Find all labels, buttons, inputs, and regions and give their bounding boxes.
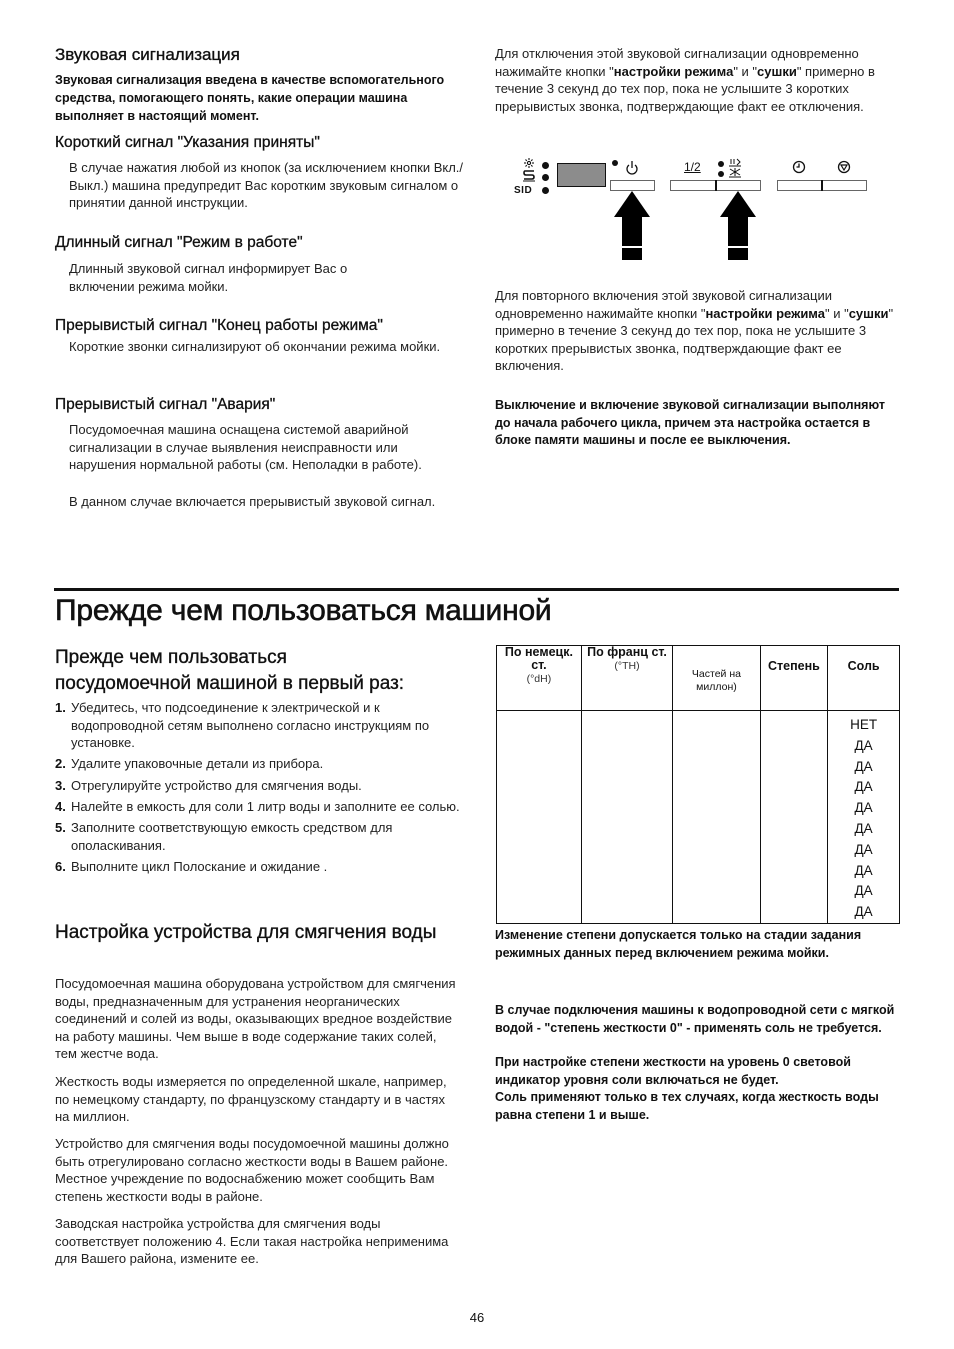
- level-zero-note: При настройке степени жесткости на уровень 0 световой индикатор уровня соли включаться не будет.: [495, 1055, 851, 1087]
- section-divider: [54, 588, 899, 591]
- first-use-heading: Прежде чем пользоваться посудомоечной машиной в первый раз:: [55, 647, 405, 694]
- level-values-cell: [760, 711, 828, 924]
- sound-signal-lead: Звуковая сигнализация введена в качестве вспомогательного средства, помогающего понять, какие операции машина выполняет в настоящий момент.: [55, 73, 445, 123]
- program-key-label: настройки режима: [613, 63, 734, 79]
- control-panel-diagram: [0, 0, 954, 300]
- alarm-signal-body-2: В данном случае включается прерывистый звуковой сигнал.: [69, 494, 436, 509]
- arrow-tail: [728, 248, 748, 260]
- softener-paragraph-1: Посудомоечная машина оборудована устройством для смягчения воды, предназначенным для устранения неорганических соединений и солей из воды, оказывающих вредное воздействие на работу машины. Чем выше в воде содержание таких солей, тем жестче вода.: [55, 976, 456, 1062]
- col-french-degrees: По франц ст. (°TH): [581, 646, 672, 711]
- delay-clock-icon: [792, 160, 806, 174]
- step-item: 5. Заполните соответствующую емкость средством для ополаскивания.: [55, 819, 393, 853]
- step-item: 2. Удалите упаковочные детали из прибора.: [55, 756, 324, 772]
- button-divider-2: [821, 180, 823, 191]
- step-item: 6. Выполните цикл Полоскание и ожидание .: [55, 858, 328, 874]
- first-use-steps: [55, 699, 465, 879]
- alarm-signal-body: Посудомоечная машина оснащена системой аварийной сигнализации в случае выявления неисправности или нарушения нормальной работы (см. Неполадки в работе).: [69, 422, 422, 473]
- rinse-aid-led: [542, 162, 549, 169]
- disable-instructions: Для отключения этой звуковой сигнализации одновременно нажимайте кнопки "настройки режима" и "сушки" примерно в течение 3 секунд до тех пор, пока не услышите 3 коротких прерывистых звонка, подтверждающие факт ее отключения.: [495, 46, 875, 114]
- long-signal-body: Длинный звуковой сигнал информирует Вас о включении режима мойки.: [69, 261, 348, 294]
- col-german-degrees: По немецк. ст. (°dH): [497, 646, 582, 711]
- section-title: Прежде чем пользоваться машиной: [55, 594, 552, 627]
- softener-paragraph-4: Заводская настройка устройства для смягчения воды соответствует положению 4. Если такая настройка неприменима для Вашего района, измените ее.: [55, 1216, 449, 1267]
- drying-key-label: сушки: [757, 63, 797, 79]
- button-divider: [715, 180, 717, 191]
- sid-icon: SID: [514, 185, 533, 196]
- german-values-cell: [497, 711, 582, 924]
- step-item: 3. Отрегулируйте устройство для смягчения воды.: [55, 777, 362, 793]
- drying-icon: [728, 158, 742, 178]
- half-load-icon: 1/2: [684, 160, 701, 174]
- softener-paragraph-3: Устройство для смягчения воды посудомоечной машины должно быть отрегулировано согласно жесткости воды в Вашем районе. Местное учреждение по водоснабжению может сообщить Вам степень жесткости воды в районе.: [55, 1136, 449, 1204]
- salt-led: [542, 174, 549, 181]
- display-window: [557, 163, 606, 187]
- softener-heading: Настройка устройства для смягчения воды: [55, 922, 437, 943]
- salt-usage-note: Соль применяют только в тех случаях, когда жесткость воды равна степени 1 и выше.: [495, 1090, 879, 1122]
- power-button[interactable]: [610, 180, 655, 191]
- drying-led-2: [718, 171, 724, 177]
- rinse-aid-icon: [524, 158, 534, 168]
- soft-water-note: В случае подключения машины к водопроводной сети с мягкой водой - "степень жесткости 0" - применять соль не требуется.: [495, 1003, 895, 1035]
- page-number: 46: [469, 1310, 485, 1325]
- sound-setting-note: Выключение и включение звуковой сигнализации выполняют до начала рабочего цикла, причем эта настройка остается в блоке памяти машины и после ее выключения.: [495, 398, 885, 448]
- arrow-shaft: [622, 216, 642, 246]
- enable-instructions: Для повторного включения этой звуковой сигнализации одновременно нажимайте кнопки "настройки режима" и "сушки" примерно в течение 3 секунд до тех пор, пока не услышите 3 коротких прерывистых звонка, подтверждающие факт ее включения.: [495, 288, 894, 374]
- ppm-values-cell: [673, 711, 761, 924]
- power-led: [612, 160, 618, 166]
- long-signal-heading: Длинный сигнал "Режим в работе": [55, 234, 303, 251]
- col-level: Степень: [760, 646, 828, 711]
- table-header-row: [497, 646, 900, 711]
- arrow-shaft: [728, 216, 748, 246]
- program-select-icon: [837, 160, 851, 174]
- short-signal-heading: Короткий сигнал "Указания приняты": [55, 134, 320, 151]
- arrow-tail: [622, 248, 642, 260]
- table-row: [497, 711, 900, 924]
- arrow-up-icon: [614, 191, 650, 217]
- end-signal-body: Короткие звонки сигнализируют об окончании режима мойки.: [69, 339, 441, 354]
- step-item: 1. Убедитесь, что подсоединение к электрической и к водопроводной сетям выполнено согласно инструкциям по установке.: [55, 700, 430, 751]
- alarm-signal-heading: Прерывистый сигнал "Авария": [55, 396, 276, 413]
- step-item: 4. Налейте в емкость для соли 1 литр воды и заполните ее солью.: [55, 798, 460, 814]
- col-salt: Соль: [828, 646, 900, 711]
- drying-key-label: сушки: [848, 305, 889, 321]
- program-key-label: настройки режима: [705, 305, 825, 321]
- salt-values-cell: НЕТ ДА ДА ДА ДА ДА ДА ДА ДА ДА: [828, 711, 900, 924]
- softener-paragraph-2: Жесткость воды измеряется по определенной шкале, например, по немецкому стандарту, по французскому стандарту и в частях на миллион.: [55, 1074, 447, 1125]
- hardness-change-note: Изменение степени допускается только на стадии задания режимных данных перед включением режима мойки.: [495, 928, 862, 960]
- drying-led-1: [718, 161, 724, 167]
- arrow-up-icon: [720, 191, 756, 217]
- end-signal-heading: Прерывистый сигнал "Конец работы режима": [55, 317, 383, 334]
- power-icon: [625, 160, 639, 176]
- sound-signal-title: Звуковая сигнализация: [55, 45, 240, 64]
- sid-led: [542, 187, 549, 194]
- salt-icon: [523, 171, 535, 181]
- water-hardness-table: [496, 645, 900, 924]
- col-ppm: Частей на миллон): [673, 646, 761, 711]
- french-values-cell: [581, 711, 672, 924]
- short-signal-body: В случае нажатия любой из кнопок (за исключением кнопки Вкл./Выкл.) машина предупредит Вас коротким звуковым сигналом о принятии данной инструкции.: [69, 160, 464, 211]
